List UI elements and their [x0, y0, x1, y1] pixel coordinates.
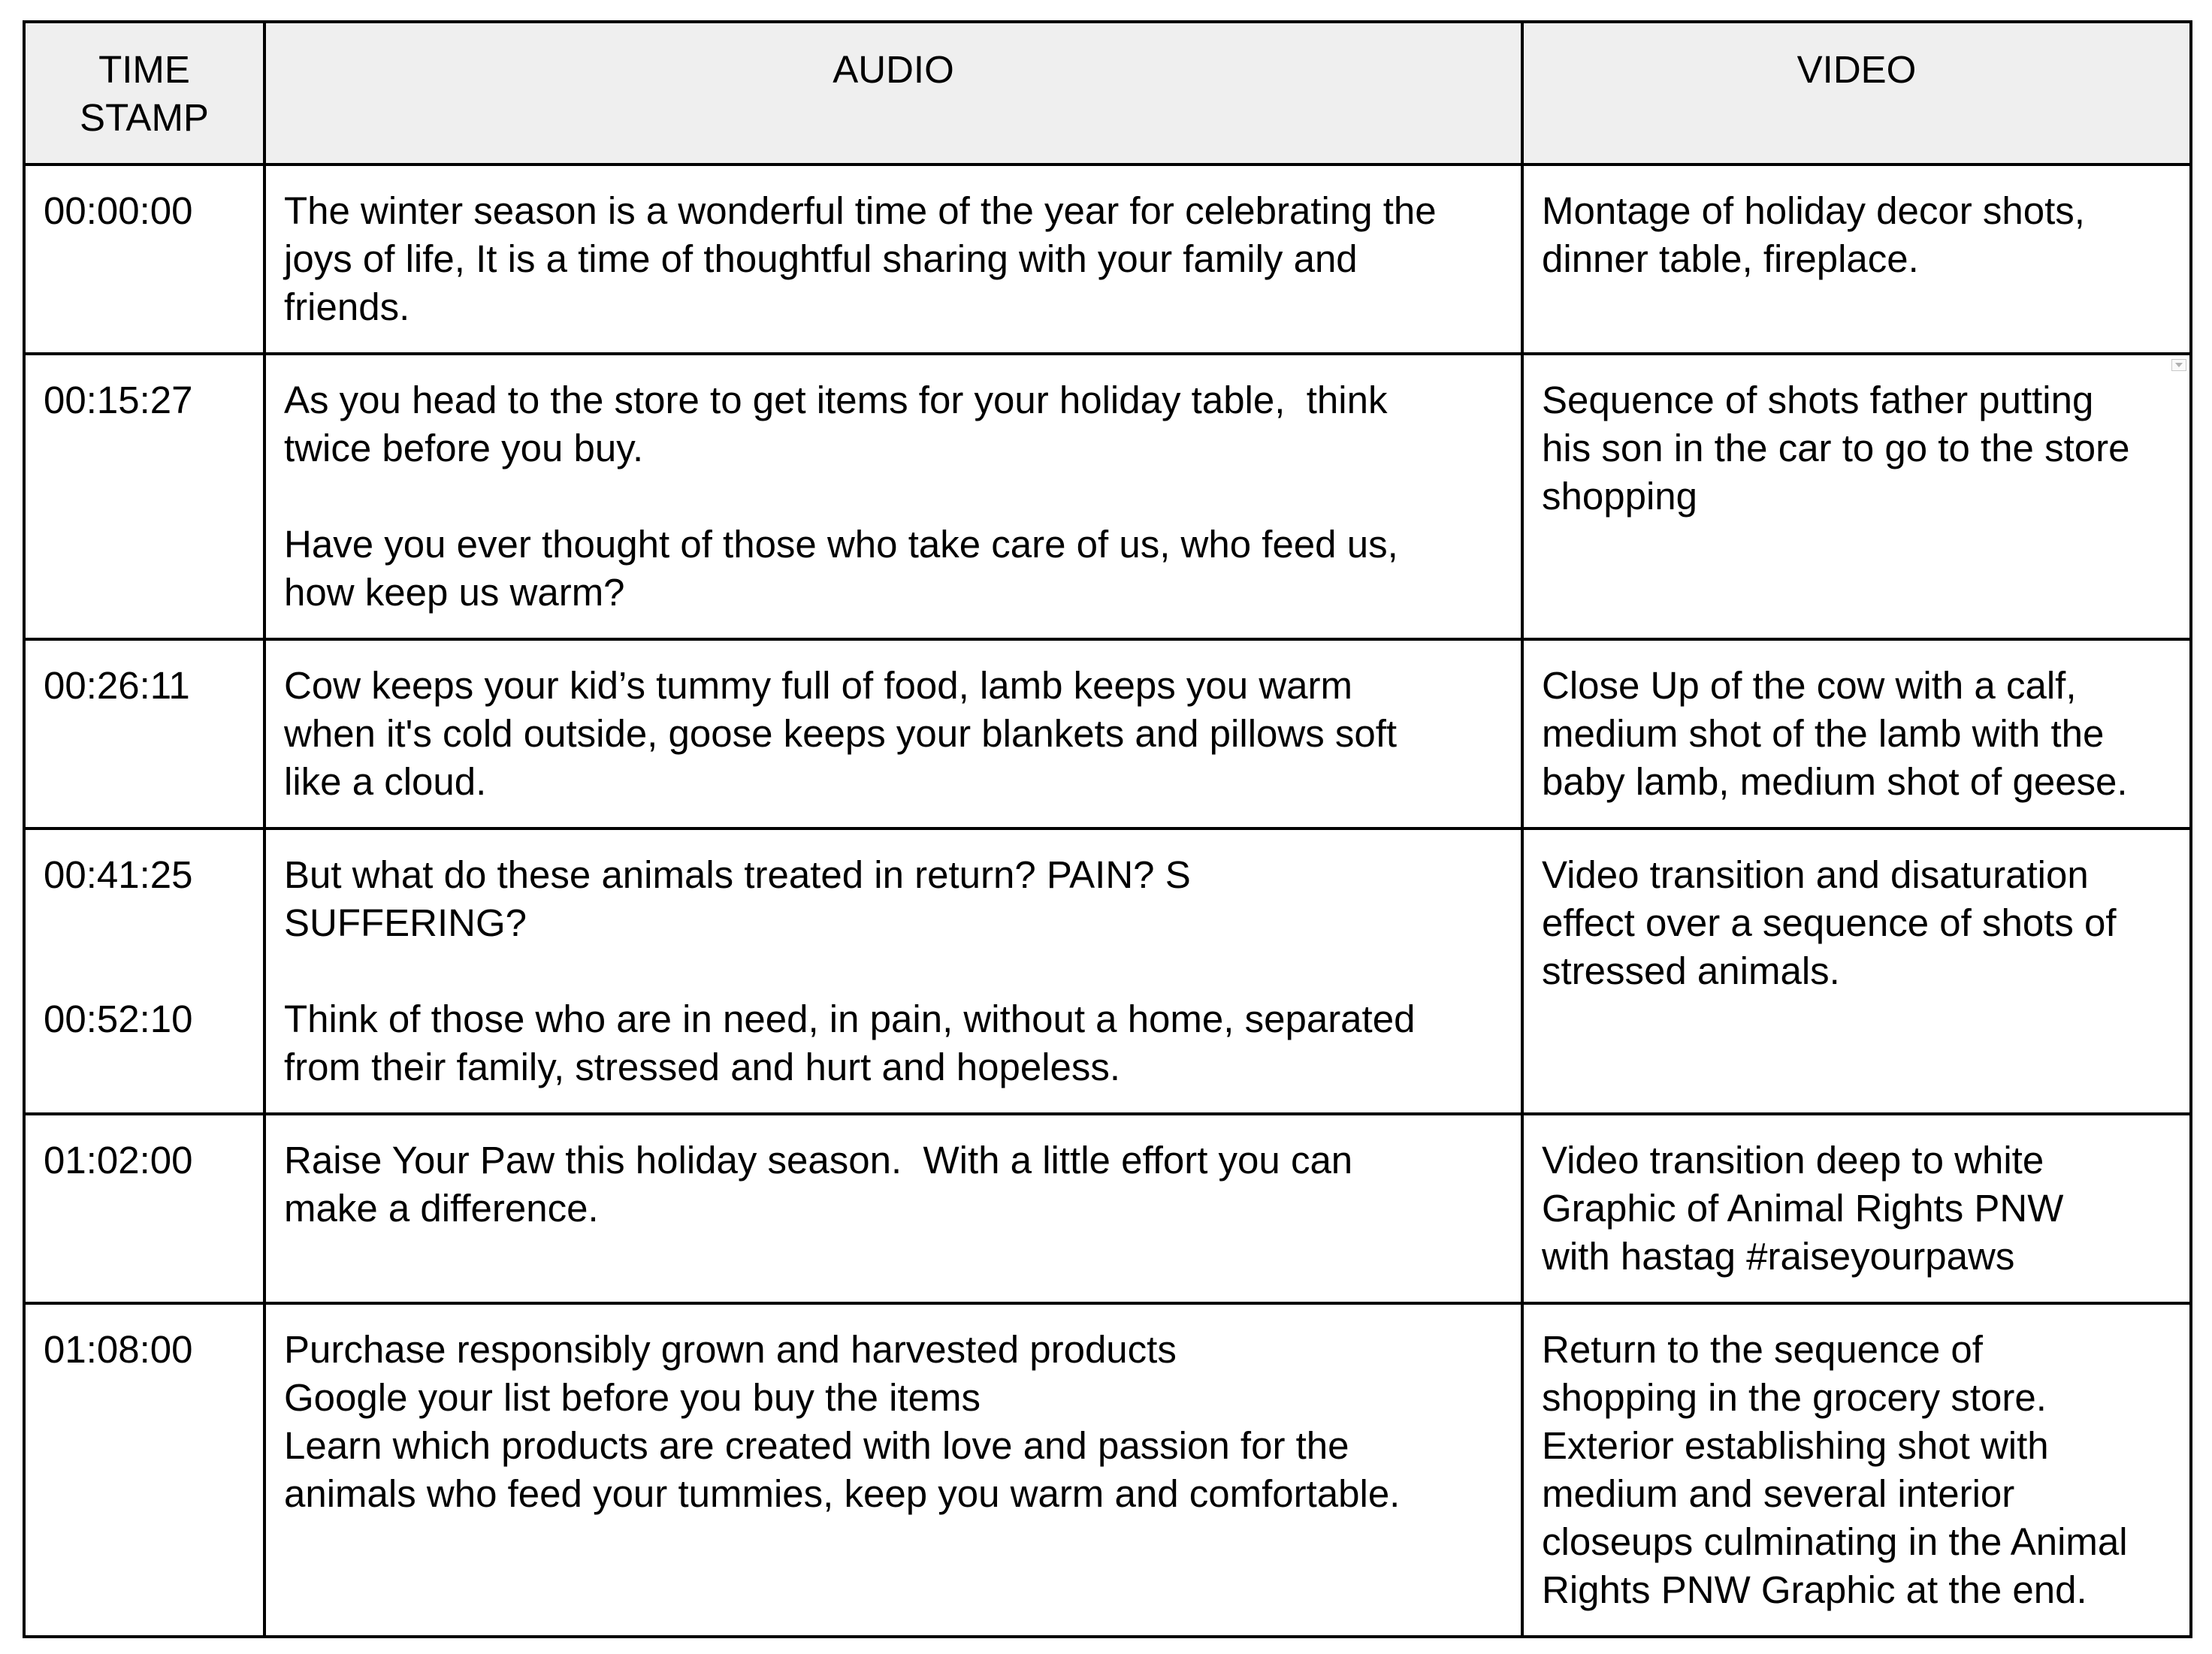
audio-line: SUFFERING? — [284, 901, 527, 944]
timestamp-cell[interactable] — [24, 1303, 264, 1637]
header-timestamp — [24, 22, 264, 164]
audio-line: twice before you buy. — [284, 427, 644, 469]
video-line: his son in the car to go to the store — [1542, 427, 2130, 469]
audio-line: Learn which products are created with love and passion for the — [284, 1424, 1349, 1467]
dropdown-arrow-icon[interactable] — [2171, 359, 2186, 371]
paragraph-gap — [284, 947, 1503, 995]
video-line: medium shot of the lamb with the — [1542, 712, 2105, 755]
script-table — [23, 20, 2192, 1638]
audio-cell[interactable] — [264, 1114, 1522, 1303]
audio-line: Google your list before you buy the items — [284, 1376, 981, 1419]
audio-line: when it's cold outside, goose keeps your blankets and pillows soft — [284, 712, 1398, 755]
video-cell[interactable] — [1522, 354, 2191, 639]
audio-line: friends. — [284, 285, 410, 328]
video-line: shopping — [1542, 475, 1698, 518]
video-line: with hastag #raiseyourpaws — [1542, 1235, 2015, 1278]
table-row — [24, 354, 2191, 639]
audio-line: Raise Your Paw this holiday season. With a little effort you can — [284, 1139, 1353, 1182]
timestamp-cell[interactable] — [24, 164, 264, 354]
video-line: Video transition and disaturation — [1542, 853, 2089, 896]
video-line: baby lamb, medium shot of geese. — [1542, 760, 2128, 803]
timestamp: 00:15:27 — [44, 379, 193, 421]
video-line: closeups culminating in the Animal — [1542, 1520, 2128, 1563]
timestamp-cell[interactable] — [24, 1114, 264, 1303]
header-audio — [264, 22, 1522, 164]
audio-line: But what do these animals treated in return? PAIN? S — [284, 853, 1191, 896]
header-video — [1522, 22, 2191, 164]
table-row — [24, 639, 2191, 829]
timestamp: 00:26:11 — [44, 664, 190, 707]
table-row — [24, 1303, 2191, 1637]
audio-line: Purchase responsibly grown and harvested products — [284, 1328, 1177, 1371]
video-line: medium and several interior — [1542, 1472, 2015, 1515]
header-timestamp-line2: STAMP — [80, 96, 209, 139]
header-row — [24, 22, 2191, 164]
timestamp-cell[interactable] — [24, 829, 264, 1114]
audio-cell[interactable] — [264, 829, 1522, 1114]
paragraph-gap — [284, 472, 1503, 521]
video-line: dinner table, fireplace. — [1542, 237, 1919, 280]
video-line: Montage of holiday decor shots, — [1542, 189, 2085, 232]
audio-line: Cow keeps your kid’s tummy full of food, lamb keeps you warm — [284, 664, 1352, 707]
table-row — [24, 164, 2191, 354]
video-line: Rights PNW Graphic at the end. — [1542, 1568, 2087, 1611]
video-line: shopping in the grocery store. — [1542, 1376, 2047, 1419]
timestamp-cell[interactable] — [24, 639, 264, 829]
video-line: stressed animals. — [1542, 949, 1840, 992]
table-row — [24, 829, 2191, 1114]
video-cell[interactable] — [1522, 829, 2191, 1114]
video-line: Close Up of the cow with a calf, — [1542, 664, 2077, 707]
table-row — [24, 1114, 2191, 1303]
timestamp: 01:08:00 — [44, 1328, 193, 1371]
timestamp: 01:02:00 — [44, 1139, 193, 1182]
audio-cell[interactable] — [264, 1303, 1522, 1637]
audio-line: make a difference. — [284, 1187, 599, 1230]
audio-line: animals who feed your tummies, keep you warm and comfortable. — [284, 1472, 1401, 1515]
video-line: Video transition deep to white — [1542, 1139, 2044, 1182]
header-video-label: VIDEO — [1796, 48, 1917, 91]
audio-line: like a cloud. — [284, 760, 487, 803]
timestamp-gap — [44, 899, 245, 995]
video-line: effect over a sequence of shots of — [1542, 901, 2117, 944]
timestamp: 00:41:25 — [44, 853, 193, 896]
header-timestamp-line1: TIME — [98, 48, 190, 91]
header-audio-label: AUDIO — [833, 48, 954, 91]
audio-cell[interactable] — [264, 164, 1522, 354]
video-line: Return to the sequence of — [1542, 1328, 1983, 1371]
audio-line: The winter season is a wonderful time of the year for celebrating the — [284, 189, 1437, 232]
audio-cell[interactable] — [264, 639, 1522, 829]
video-line: Sequence of shots father putting — [1542, 379, 2094, 421]
audio-line: Have you ever thought of those who take care of us, who feed us, — [284, 523, 1398, 566]
video-cell[interactable] — [1522, 164, 2191, 354]
video-cell[interactable] — [1522, 639, 2191, 829]
video-line: Exterior establishing shot with — [1542, 1424, 2049, 1467]
audio-line: As you head to the store to get items for your holiday table, think — [284, 379, 1388, 421]
audio-line: how keep us warm? — [284, 571, 625, 614]
audio-cell[interactable] — [264, 354, 1522, 639]
audio-line: from their family, stressed and hurt and hopeless. — [284, 1046, 1121, 1088]
video-cell[interactable] — [1522, 1114, 2191, 1303]
timestamp: 00:52:10 — [44, 998, 193, 1040]
audio-line: joys of life, It is a time of thoughtful sharing with your family and — [284, 237, 1358, 280]
timestamp-cell[interactable] — [24, 354, 264, 639]
timestamp: 00:00:00 — [44, 189, 193, 232]
audio-line: Think of those who are in need, in pain, without a home, separated — [284, 998, 1416, 1040]
video-line: Graphic of Animal Rights PNW — [1542, 1187, 2064, 1230]
video-cell[interactable] — [1522, 1303, 2191, 1637]
